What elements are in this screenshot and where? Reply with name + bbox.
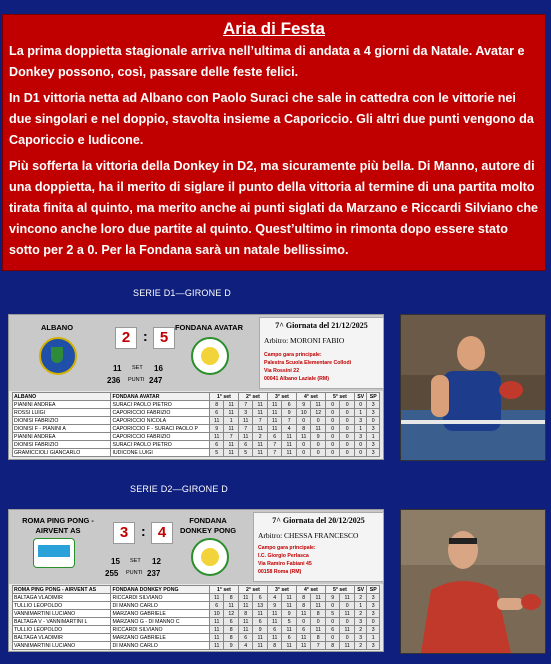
score-cell: 11 xyxy=(311,425,326,433)
column-header: 1° set xyxy=(209,393,238,401)
player-cell: VANNIMARTINI LUCIANO xyxy=(13,642,111,650)
score-cell: 11 xyxy=(267,610,282,618)
match-card-d2: ROMA PING PONG - AIRVENT AS 3 : 4 FONDANA DONKEY PONG 15 SET 12 255 PUNTI 237 7^ Giornata del 20/12/2025 Arbitro: CHESSA FRANCESCO Campo gara principale: I.C. Giorgio Perlasca Via Ramiro Fabiani 45 00158 Roma (RM) ROMA PING PONG - AIRVENT AS FONDANA DONKEY PONG 1° set 2° set 3° set 4° set 5° set SV SP BALTAGA VLADIMIR RICCARDI SILVIANO 11 8 11 6 4 11 8 11 9 11 2 3 TULLIO LEOPOLDO DI MANNO CARLO 6 11 11 13 9 11 8 11 0 0 1 3 VANNIMARTINI LUCIANO MARZANO GABRIELE 10 12 8 11 11 9 11 8 5 11 2 3 BALTAGA V - VANNIMARTINI L MARZANO G - DI MANNO C 11 6 11 6 11 5 0 0 0 0 3 0 TULLIO LEOPOLDO RICCARDI SILVIANO 11 8 11 9 6 11 6 11 6 11 2 3 BALTAGA VLADIMIR MARZANO GABRIELE 11 8 6 11 11 6 11 8 0 0 3 1 VANNIMARTINI LUCIANO DI MANNO CARLO 11 9 4 11 8 11 11 7 8 11 2 3 xyxy=(8,509,384,652)
away-points: 247 xyxy=(149,376,163,385)
away-team-name: FONDANA AVATAR xyxy=(174,323,244,332)
article-title: Aria di Festa xyxy=(222,19,326,38)
score-cell: 11 xyxy=(296,610,311,618)
score-cell: 4 xyxy=(238,642,253,650)
score-cell: 5 xyxy=(325,610,340,618)
table-row xyxy=(13,433,380,441)
score-cell: 8 xyxy=(311,634,326,642)
score-cell: 0 xyxy=(367,417,380,425)
score-cell: 8 xyxy=(296,425,311,433)
score-cell: 11 xyxy=(238,602,253,610)
score-cell: 0 xyxy=(367,618,380,626)
score-cell: 0 xyxy=(296,417,311,425)
player-cell: RICCARDI SILVIANO xyxy=(111,594,209,602)
score-cell: 0 xyxy=(340,417,355,425)
score-cell: 8 xyxy=(296,602,311,610)
player-cell: PIANINI ANDREA xyxy=(13,401,111,409)
score-cell: 11 xyxy=(209,618,224,626)
score-cell: 11 xyxy=(340,642,355,650)
column-header: SP xyxy=(367,586,380,594)
column-header: 1° set xyxy=(209,586,238,594)
score-cell: 11 xyxy=(253,642,268,650)
score-cell: 11 xyxy=(296,433,311,441)
score-cell: 3 xyxy=(367,626,380,634)
score-cell: 0 xyxy=(325,634,340,642)
player-photo-d1 xyxy=(400,314,546,461)
score-cell: 0 xyxy=(311,441,326,449)
score-cell: 0 xyxy=(325,441,340,449)
score-cell: 11 xyxy=(282,602,297,610)
score-cell: 11 xyxy=(340,626,355,634)
score-cell: 6 xyxy=(224,618,239,626)
column-header: SV xyxy=(354,586,366,594)
score-cell: 0 xyxy=(340,425,355,433)
score-cell: 11 xyxy=(340,594,355,602)
score-cell: 0 xyxy=(296,441,311,449)
score-cell: 8 xyxy=(296,594,311,602)
points-label: PUNTI xyxy=(128,377,145,383)
column-header: 2° set xyxy=(238,393,267,401)
score-cell: 6 xyxy=(253,594,268,602)
table-row xyxy=(13,626,380,634)
score-cell: 11 xyxy=(267,417,282,425)
score-cell: 9 xyxy=(282,409,297,417)
score-cell: 11 xyxy=(253,449,268,457)
score-cell: 0 xyxy=(340,409,355,417)
score-cell: 1 xyxy=(354,602,366,610)
score-cell: 0 xyxy=(340,441,355,449)
table-row xyxy=(13,449,380,457)
venue-info: Campo gara principale: Palestra Scuola Elementare Collodi Via Rossini 22 00041 Albano Laziale (RM) xyxy=(264,352,352,382)
score-cell: 11 xyxy=(282,594,297,602)
score-cell: 5 xyxy=(209,449,224,457)
score-cell: 0 xyxy=(325,602,340,610)
score-cell: 10 xyxy=(209,610,224,618)
score-cell: 3 xyxy=(354,634,366,642)
score-cell: 1 xyxy=(354,409,366,417)
score-cell: 11 xyxy=(253,425,268,433)
table-row xyxy=(13,602,380,610)
score-cell: 0 xyxy=(325,433,340,441)
table-row xyxy=(13,634,380,642)
player-cell: CAPORICCIO FABRIZIO xyxy=(111,433,209,441)
score-cell: 0 xyxy=(325,425,340,433)
score-cell: 0 xyxy=(325,618,340,626)
score-cell: 11 xyxy=(253,409,268,417)
score-cell: 1 xyxy=(367,634,380,642)
table-header-row xyxy=(13,393,380,401)
score-cell: 11 xyxy=(224,602,239,610)
score-cell: 3 xyxy=(367,642,380,650)
score-cell: 8 xyxy=(325,642,340,650)
score-cell: 0 xyxy=(340,634,355,642)
home-sets: 15 xyxy=(111,557,120,566)
score-cell: 11 xyxy=(238,417,253,425)
score-cell: 11 xyxy=(253,401,268,409)
score-cell: 11 xyxy=(238,618,253,626)
score-cell: 0 xyxy=(311,618,326,626)
score-cell: 6 xyxy=(325,626,340,634)
score-cell: 11 xyxy=(209,642,224,650)
score-cell: 11 xyxy=(282,642,297,650)
away-score: 4 xyxy=(151,522,173,544)
score-cell: 3 xyxy=(367,425,380,433)
player-cell: DIONISI FABRIZIO xyxy=(13,417,111,425)
score-cell: 0 xyxy=(325,449,340,457)
score-cell: 11 xyxy=(267,618,282,626)
score-cell: 0 xyxy=(340,401,355,409)
score-cell: 11 xyxy=(238,626,253,634)
score-cell: 4 xyxy=(282,425,297,433)
score-cell: 11 xyxy=(311,602,326,610)
score-cell: 6 xyxy=(296,626,311,634)
home-score: 2 xyxy=(115,327,137,349)
player-cell: PIANINI ANDREA xyxy=(13,433,111,441)
score-cell: 2 xyxy=(354,642,366,650)
player-cell: MARZANO GABRIELE xyxy=(111,610,209,618)
player-cell: BALTAGA VLADIMIR xyxy=(13,634,111,642)
score-cell: 3 xyxy=(367,602,380,610)
score-cell: 1 xyxy=(354,425,366,433)
score-cell: 11 xyxy=(296,642,311,650)
giornata-label: 7^ Giornata del 21/12/2025 xyxy=(275,321,368,330)
home-team-name: ALBANO xyxy=(40,323,74,332)
table-row xyxy=(13,417,380,425)
score-cell: 11 xyxy=(282,441,297,449)
score-cell: 8 xyxy=(224,626,239,634)
article-paragraph-1: La prima doppietta stagionale arriva nell’ultima di andata a 4 giorni da Natale. Avatar e Donkey possono, così, passare delle feste felici. xyxy=(9,44,525,79)
section-title-d1: SERIE D1—GIRONE D xyxy=(133,288,231,298)
score-cell: 9 xyxy=(253,626,268,634)
article-paragraph-2: In D1 vittoria netta ad Albano con Paolo Suraci che sale in cattedra con le vittorie nei due singolari e nel doppio, stavolta insieme a Caporiccio. Gli altri due punti vengono da Caporiccio e Iudicone. xyxy=(9,91,534,147)
score-cell: 6 xyxy=(209,409,224,417)
score-cell: 0 xyxy=(296,618,311,626)
score-cell: 11 xyxy=(224,425,239,433)
player-cell: TULLIO LEOPOLDO xyxy=(13,602,111,610)
article-paragraph-3: Più sofferta la vittoria della Donkey in D2, ma sicuramente più bella. Di Manno, autore di una doppietta, ha il merito di siglare il punto della vittoria al termine di una partita molto tirata finita al quinto, ma merito anche ai punti siglati da Marzano e Riccardi Silviano che vincono anche loro due partite al quinto. Quest’ultimo in rimonta dopo essere stato sotto per 2 a 0. Per la Fondana sarà un natale bellissimo. xyxy=(9,159,539,257)
score-cell: 3 xyxy=(367,610,380,618)
table-row xyxy=(13,441,380,449)
home-team-name: ROMA PING PONG - AIRVENT AS xyxy=(22,516,94,535)
score-cell: 11 xyxy=(311,626,326,634)
player-cell: DI MANNO CARLO xyxy=(111,602,209,610)
referee: Arbitro: MORONI FABIO xyxy=(264,336,345,345)
score-cell: 1 xyxy=(224,417,239,425)
score-cell: 9 xyxy=(311,433,326,441)
column-header: 4° set xyxy=(296,586,325,594)
article-banner xyxy=(2,14,546,271)
score-cell: 0 xyxy=(311,449,326,457)
column-header: 5° set xyxy=(325,393,354,401)
score-cell: 3 xyxy=(367,409,380,417)
table-header-row xyxy=(13,586,380,594)
score-cell: 2 xyxy=(253,433,268,441)
match-info xyxy=(253,512,384,582)
away-sets: 12 xyxy=(152,557,161,566)
referee: Arbitro: CHESSA FRANCESCO xyxy=(258,531,359,540)
score-cell: 7 xyxy=(224,433,239,441)
player-cell: CAPORICCIO FABRIZIO xyxy=(111,409,209,417)
score-cell: 0 xyxy=(296,449,311,457)
score-cell: 9 xyxy=(282,610,297,618)
score-cell: 5 xyxy=(282,618,297,626)
score-cell: 8 xyxy=(238,610,253,618)
score-cell: 11 xyxy=(209,634,224,642)
score-cell: 2 xyxy=(354,610,366,618)
table-row xyxy=(13,610,380,618)
score-cell: 3 xyxy=(354,433,366,441)
match-info xyxy=(259,317,384,389)
score-cell: 11 xyxy=(311,401,326,409)
score-cell: 11 xyxy=(267,401,282,409)
score-cell: 12 xyxy=(311,409,326,417)
player-cell: DIONISI FABRIZIO xyxy=(13,441,111,449)
score-cell: 6 xyxy=(238,441,253,449)
score-cell: 3 xyxy=(238,409,253,417)
table-row xyxy=(13,401,380,409)
score-cell: 7 xyxy=(238,425,253,433)
home-points: 236 xyxy=(107,376,121,385)
home-sets: 11 xyxy=(113,364,122,373)
player-cell: BALTAGA V - VANNIMARTINI L xyxy=(13,618,111,626)
score-cell: 0 xyxy=(325,409,340,417)
score-cell: 3 xyxy=(367,401,380,409)
column-header: 4° set xyxy=(296,393,325,401)
score-cell: 13 xyxy=(253,602,268,610)
score-cell: 1 xyxy=(367,433,380,441)
player-cell: MARZANO GABRIELE xyxy=(111,634,209,642)
table-row xyxy=(13,642,380,650)
score-cell: 0 xyxy=(325,417,340,425)
player-photo-d2 xyxy=(400,509,546,654)
score-cell: 11 xyxy=(253,610,268,618)
score-cell: 9 xyxy=(325,594,340,602)
score-cell: 11 xyxy=(253,634,268,642)
score-cell: 3 xyxy=(354,618,366,626)
table-row xyxy=(13,594,380,602)
player-cell: CAPORICCIO NICOLA xyxy=(111,417,209,425)
player-cell: CAPORICCIO F - SURACI PAOLO P xyxy=(111,425,209,433)
score-cell: 3 xyxy=(354,417,366,425)
player-cell: IUDICONE LUIGI xyxy=(111,449,209,457)
column-header: ALBANO xyxy=(13,393,111,401)
score-cell: 7 xyxy=(238,401,253,409)
score-cell: 7 xyxy=(267,441,282,449)
score-cell: 3 xyxy=(367,594,380,602)
score-cell: 11 xyxy=(340,610,355,618)
set-label: SET xyxy=(132,365,143,371)
column-header: SP xyxy=(367,393,380,401)
player-cell: ROSSI LUIGI xyxy=(13,409,111,417)
column-header: 3° set xyxy=(267,393,296,401)
score-cell: 7 xyxy=(253,417,268,425)
score-cell: 11 xyxy=(209,594,224,602)
points-label: PUNTI xyxy=(126,570,143,576)
score-cell: 2 xyxy=(354,626,366,634)
score-cell: 11 xyxy=(282,626,297,634)
home-score: 3 xyxy=(113,522,135,544)
score-cell: 6 xyxy=(267,626,282,634)
score-cell: 9 xyxy=(267,602,282,610)
results-table xyxy=(12,585,380,650)
score-cell: 6 xyxy=(209,441,224,449)
score-cell: 8 xyxy=(209,401,224,409)
column-header: SV xyxy=(354,393,366,401)
set-label: SET xyxy=(130,558,141,564)
score-cell: 11 xyxy=(267,425,282,433)
home-team-logo xyxy=(39,337,77,375)
match-card-d1: ALBANO 2 : 5 FONDANA AVATAR 11 SET 16 236 PUNTI 247 7^ Giornata del 21/12/2025 Arbitro: MORONI FABIO Campo gara principale: Palestra Scuola Elementare Collodi Via Rossini 22 00041 Albano Laziale (RM) ALBANO FONDANA AVATAR 1° set 2° set 3° set 4° set 5° set SV SP PIANINI ANDREA SURACI PAOLO PIETRO 8 11 7 11 11 6 9 11 0 0 0 3 ROSSI LUIGI CAPORICCIO FABRIZIO 6 11 3 11 11 9 10 12 0 0 1 3 DIONISI FABRIZIO CAPORICCIO NICOLA 11 1 11 7 11 7 0 0 0 0 3 0 DIONISI F - PIANINI A CAPORICCIO F - SURACI PAOLO P 9 11 7 11 11 4 8 11 0 0 1 3 PIANINI ANDREA CAPORICCIO FABRIZIO 11 7 11 2 6 11 11 9 0 0 3 1 DIONISI FABRIZIO SURACI PAOLO PIETRO 6 11 6 11 7 11 0 0 0 0 0 3 GRAMICCIOLI GIANCARLO IUDICONE LUIGI 5 11 5 11 7 11 0 0 0 0 0 3 xyxy=(8,314,384,460)
player-cell: DI MANNO CARLO xyxy=(111,642,209,650)
score-cell: 0 xyxy=(325,401,340,409)
score-cell: 0 xyxy=(354,449,366,457)
score-cell: 7 xyxy=(267,449,282,457)
column-header: 2° set xyxy=(238,586,267,594)
score-cell: 3 xyxy=(367,441,380,449)
score-cell: 8 xyxy=(224,634,239,642)
score-cell: 9 xyxy=(296,401,311,409)
score-cell: 11 xyxy=(296,634,311,642)
score-cell: 11 xyxy=(282,433,297,441)
home-points: 255 xyxy=(105,569,119,578)
score-cell: 11 xyxy=(224,441,239,449)
score-cell: 6 xyxy=(267,433,282,441)
score-cell: 11 xyxy=(238,594,253,602)
home-team-logo xyxy=(33,538,75,568)
away-team-name: FONDANA DONKEY PONG xyxy=(179,516,237,535)
column-header: ROMA PING PONG - AIRVENT AS xyxy=(13,586,111,594)
score-cell: 12 xyxy=(224,610,239,618)
player-cell: SURACI PAOLO PIETRO xyxy=(111,441,209,449)
score-cell: 7 xyxy=(311,642,326,650)
venue-info: Campo gara principale: I.C. Giorgio Perlasca Via Ramiro Fabiani 45 00158 Roma (RM) xyxy=(258,545,316,575)
results-table xyxy=(12,392,380,457)
giornata-label: 7^ Giornata del 20/12/2025 xyxy=(272,516,365,525)
score-cell: 11 xyxy=(311,594,326,602)
player-cell: MARZANO G - DI MANNO C xyxy=(111,618,209,626)
score-cell: 8 xyxy=(267,642,282,650)
score-cell: 0 xyxy=(340,433,355,441)
score-cell: 6 xyxy=(282,401,297,409)
score-cell: 11 xyxy=(224,409,239,417)
score-cell: 7 xyxy=(282,417,297,425)
table-row xyxy=(13,618,380,626)
away-score: 5 xyxy=(153,327,175,349)
score-cell: 6 xyxy=(238,634,253,642)
player-cell: RICCARDI SILVIANO xyxy=(111,626,209,634)
player-cell: TULLIO LEOPOLDO xyxy=(13,626,111,634)
table-row xyxy=(13,425,380,433)
player-cell: DIONISI F - PIANINI A xyxy=(13,425,111,433)
score-cell: 9 xyxy=(209,425,224,433)
away-points: 237 xyxy=(147,569,161,578)
away-team-logo xyxy=(191,538,229,576)
score-cell: 8 xyxy=(311,610,326,618)
score-cell: 0 xyxy=(354,441,366,449)
column-header: 3° set xyxy=(267,586,296,594)
score-cell: 11 xyxy=(267,409,282,417)
score-cell: 6 xyxy=(282,634,297,642)
score-cell: 5 xyxy=(238,449,253,457)
score-cell: 3 xyxy=(367,449,380,457)
score-cell: 6 xyxy=(253,618,268,626)
score-cell: 8 xyxy=(224,594,239,602)
score-cell: 0 xyxy=(340,618,355,626)
player-cell: VANNIMARTINI LUCIANO xyxy=(13,610,111,618)
player-cell: GRAMICCIOLI GIANCARLO xyxy=(13,449,111,457)
score-cell: 11 xyxy=(282,449,297,457)
score-cell: 11 xyxy=(209,433,224,441)
score-cell: 0 xyxy=(311,417,326,425)
column-header: FONDANA AVATAR xyxy=(111,393,209,401)
table-row xyxy=(13,409,380,417)
score-cell: 11 xyxy=(238,433,253,441)
column-header: FONDANA DONKEY PONG xyxy=(111,586,209,594)
score-cell: 9 xyxy=(224,642,239,650)
score-cell: 6 xyxy=(209,602,224,610)
away-sets: 16 xyxy=(154,364,163,373)
score-cell: 0 xyxy=(354,401,366,409)
score-cell: 11 xyxy=(224,449,239,457)
section-title-d2: SERIE D2—GIRONE D xyxy=(130,484,228,494)
score-cell: 11 xyxy=(209,626,224,634)
score-cell: 2 xyxy=(354,594,366,602)
column-header: 5° set xyxy=(325,586,354,594)
player-cell: BALTAGA VLADIMIR xyxy=(13,594,111,602)
score-cell: 11 xyxy=(253,441,268,449)
score-cell: 11 xyxy=(224,401,239,409)
score-cell: 4 xyxy=(267,594,282,602)
away-team-logo xyxy=(191,337,229,375)
player-cell: SURACI PAOLO PIETRO xyxy=(111,401,209,409)
score-cell: 11 xyxy=(209,417,224,425)
score-cell: 11 xyxy=(267,634,282,642)
score-cell: 0 xyxy=(340,602,355,610)
score-cell: 10 xyxy=(296,409,311,417)
score-cell: 0 xyxy=(340,449,355,457)
